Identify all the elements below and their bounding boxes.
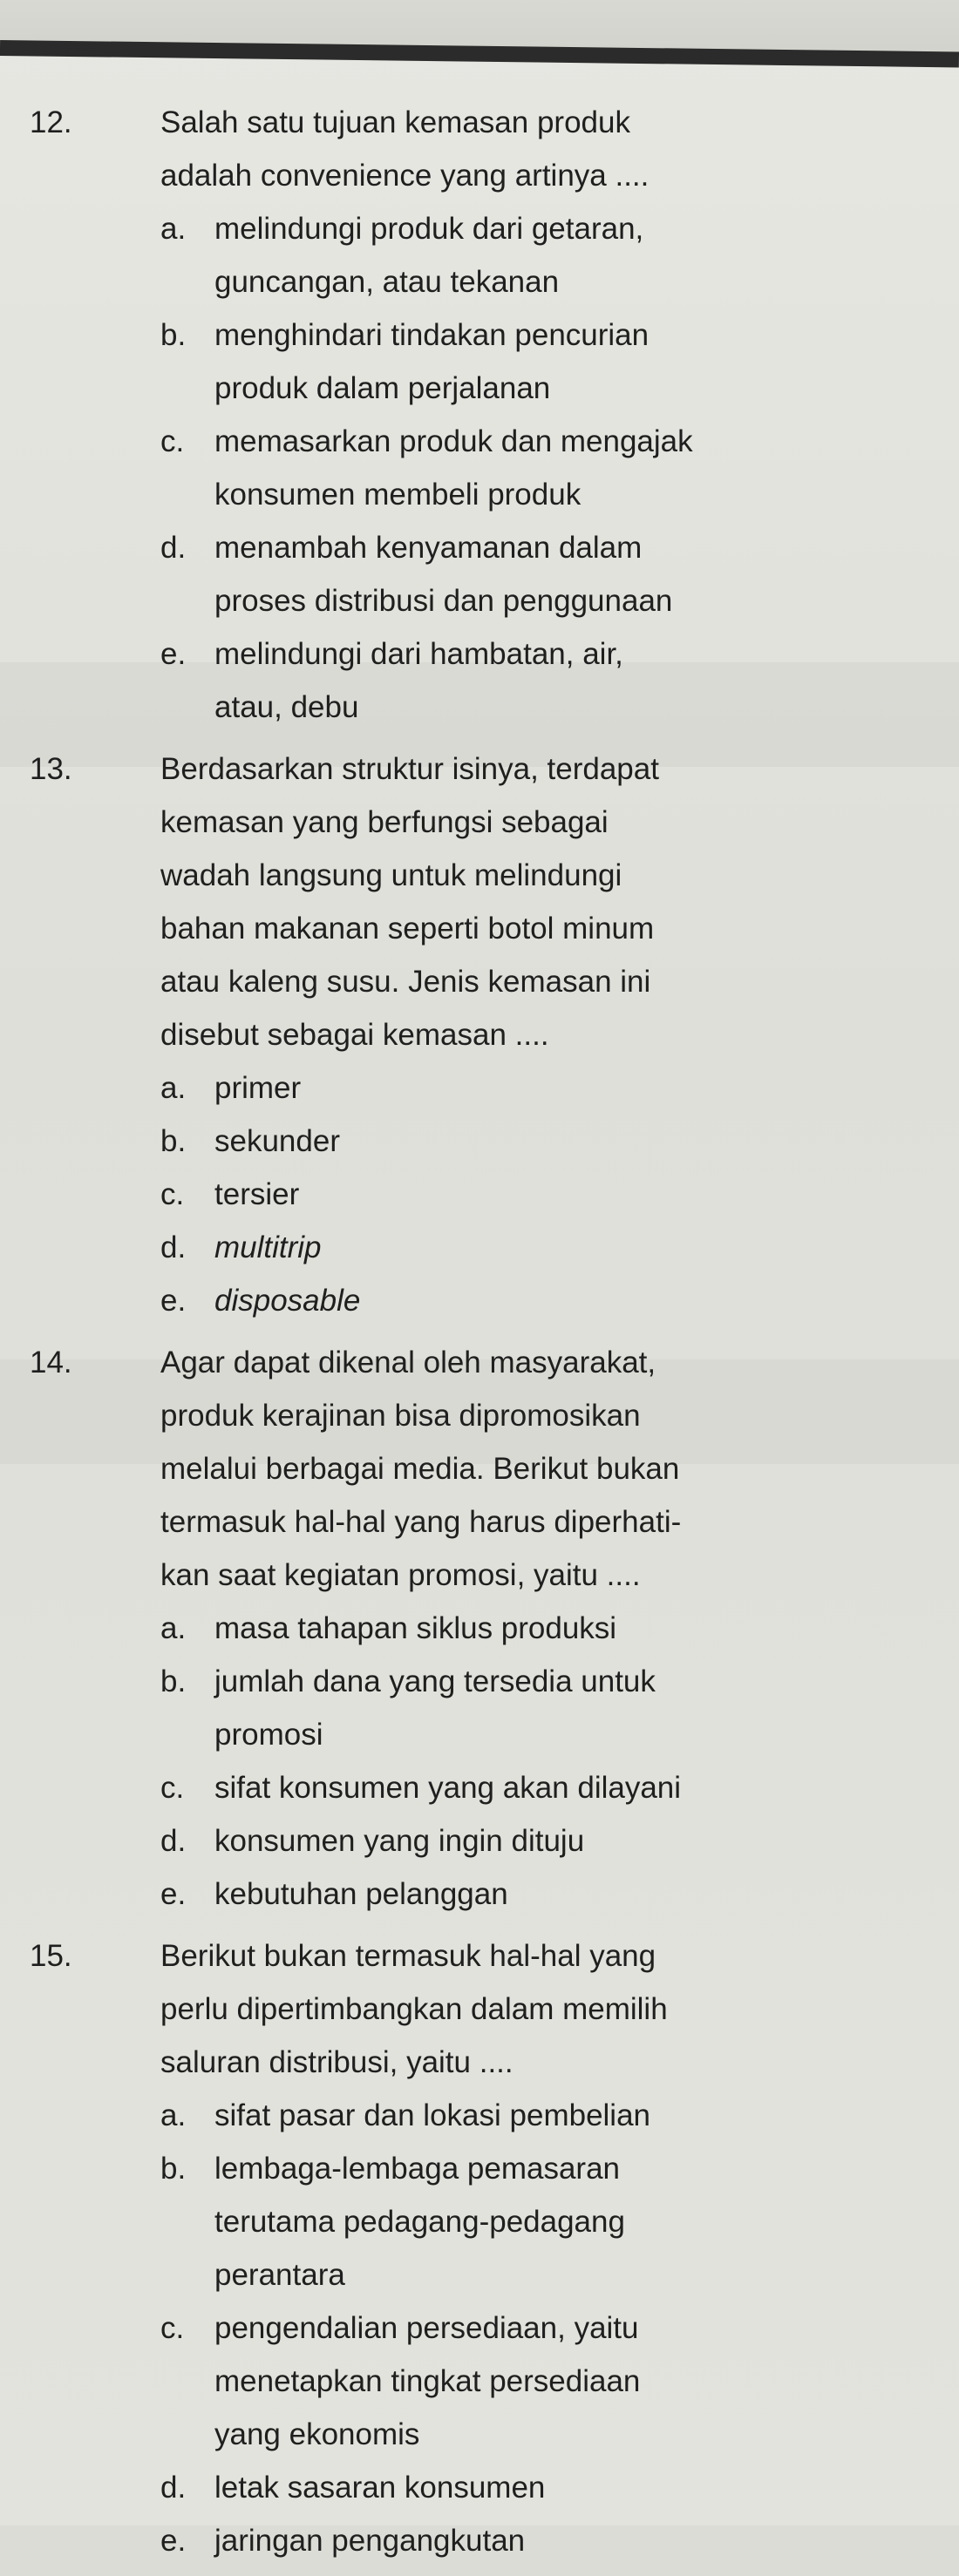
question-number: 12.	[30, 105, 72, 139]
question-13	[21, 742, 928, 1327]
question-number: 13.	[30, 752, 72, 786]
option-label: e.	[160, 1877, 187, 1911]
option-label: e.	[160, 1284, 187, 1318]
option-a[interactable]	[160, 202, 928, 308]
option-text: letak sasaran konsumen	[214, 2471, 546, 2505]
option-label: d.	[160, 1824, 187, 1858]
option-text: kebutuhan pelanggan	[214, 1877, 508, 1911]
option-b[interactable]	[160, 308, 928, 415]
option-text: sifat pasar dan lokasi pembelian	[214, 2098, 651, 2132]
option-text: masa tahapan siklus produksi	[214, 1611, 617, 1645]
question-number: 15.	[30, 1939, 72, 1973]
option-b[interactable]	[160, 2142, 928, 2301]
option-c[interactable]	[160, 2301, 928, 2461]
option-text: menambah kenyamanan dalam proses distribusi dan penggunaan	[214, 531, 673, 618]
option-text: tersier	[214, 1177, 300, 1211]
option-label: a.	[160, 1071, 187, 1105]
question-number: 14.	[30, 1346, 72, 1380]
option-label: b.	[160, 1664, 187, 1698]
option-text: multitrip	[214, 1230, 322, 1264]
option-text: disposable	[214, 1284, 361, 1318]
option-a[interactable]	[160, 2089, 928, 2142]
option-c[interactable]	[160, 1168, 928, 1221]
option-label: d.	[160, 2471, 187, 2505]
question-14	[21, 1336, 928, 1921]
option-text: primer	[214, 1071, 302, 1105]
option-text: sifat konsumen yang akan dilayani	[214, 1771, 682, 1805]
option-text: sekunder	[214, 1124, 340, 1158]
option-label: a.	[160, 1611, 187, 1645]
option-a[interactable]	[160, 1602, 928, 1655]
question-text: Berdasarkan struktur isinya, terdapat kemasan yang berfungsi sebagai wadah langsung untuk melindungi bahan makanan seperti botol minum atau kaleng susu. Jenis kemasan ini disebut sebagai kemasan ....	[160, 752, 659, 1052]
option-label: b.	[160, 318, 187, 352]
option-e[interactable]	[160, 2514, 928, 2567]
option-b[interactable]	[160, 1655, 928, 1761]
option-e[interactable]	[160, 1868, 928, 1921]
option-label: a.	[160, 2098, 187, 2132]
option-d[interactable]	[160, 1814, 928, 1868]
option-b[interactable]	[160, 1115, 928, 1168]
option-label: b.	[160, 2152, 187, 2186]
option-text: memasarkan produk dan mengajak konsumen membeli produk	[214, 424, 693, 512]
option-text: pengendalian persediaan, yaitu menetapkan tingkat persediaan yang ekonomis	[214, 2311, 641, 2451]
option-a[interactable]	[160, 1061, 928, 1115]
option-label: e.	[160, 637, 187, 671]
option-d[interactable]	[160, 2461, 928, 2514]
option-e[interactable]	[160, 627, 928, 734]
option-label: c.	[160, 1771, 185, 1805]
question-text: Agar dapat dikenal oleh masyarakat, produk kerajinan bisa dipromosikan melalui berbagai media. Berikut bukan termasuk hal-hal yang harus diperhati- kan saat kegiatan promosi, yaitu ....	[160, 1346, 682, 1592]
option-text: lembaga-lembaga pemasaran terutama pedagang-pedagang perantara	[214, 2152, 625, 2292]
question-text: Berikut bukan termasuk hal-hal yang perlu dipertimbangkan dalam memilih saluran distribusi, yaitu ....	[160, 1939, 668, 2079]
option-text: melindungi produk dari getaran, guncangan, atau tekanan	[214, 212, 644, 299]
option-text: jaringan pengangkutan	[214, 2524, 526, 2558]
option-text: konsumen yang ingin dituju	[214, 1824, 585, 1858]
question-15	[21, 1929, 928, 2567]
question-12	[21, 96, 928, 734]
question-text: Salah satu tujuan kemasan produk adalah convenience yang artinya ....	[160, 105, 650, 193]
option-text: melindungi dari hambatan, air, atau, debu	[214, 637, 623, 724]
option-label: d.	[160, 1230, 187, 1264]
option-text: jumlah dana yang tersedia untuk promosi	[214, 1664, 656, 1752]
option-text: menghindari tindakan pencurian produk dalam perjalanan	[214, 318, 650, 405]
option-label: a.	[160, 212, 187, 246]
option-label: e.	[160, 2524, 187, 2558]
option-c[interactable]	[160, 415, 928, 521]
option-d[interactable]	[160, 521, 928, 627]
option-c[interactable]	[160, 1761, 928, 1814]
option-label: c.	[160, 2311, 185, 2345]
option-e[interactable]	[160, 1274, 928, 1327]
option-label: c.	[160, 424, 185, 458]
option-label: c.	[160, 1177, 185, 1211]
option-label: b.	[160, 1124, 187, 1158]
question-list	[21, 96, 928, 2576]
option-label: d.	[160, 531, 187, 565]
option-d[interactable]	[160, 1221, 928, 1274]
